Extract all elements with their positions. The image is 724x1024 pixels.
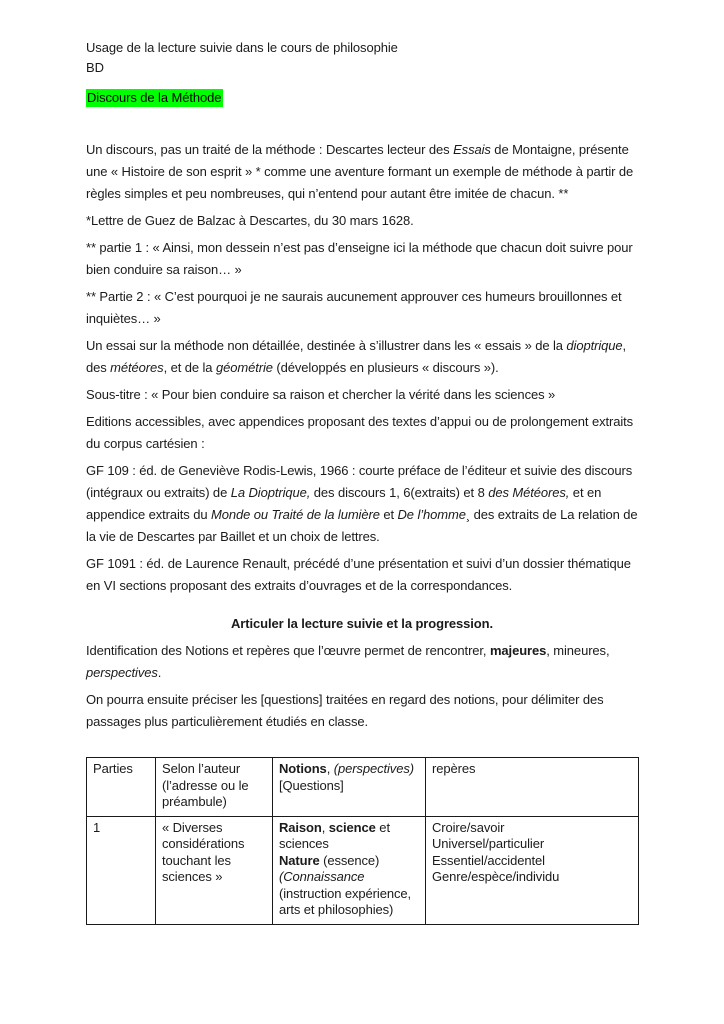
table-cell-notions: Raison, science et sciences Nature (essence) (Connaissance (instruction expérience, arts et philosophies) (273, 816, 426, 924)
paragraph-intro: Un discours, pas un traité de la méthode : Descartes lecteur des Essais de Montaigne, présente une « Histoire de son esprit » * comme une aventure formant un exemple de méthode à partir de règles simples et peu nombreuses, qui n’entend pour autant être imitée de chacun. ** (86, 142, 634, 201)
paragraph-gf1091: GF 1091 : éd. de Laurence Renault, précédé d’une présentation et suivi d’un dossier thématique en VI sections proposant des extraits d’ouvrages et de la correspondances. (86, 556, 631, 593)
table-header-cell-selon-auteur: Selon l’auteur (l’adresse ou le préambule) (156, 758, 273, 817)
doc-header-line-2: BD (86, 60, 104, 75)
section-heading-articuler: Articuler la lecture suivie et la progression. (231, 616, 493, 631)
paragraph-questions: On pourra ensuite préciser les [questions] traitées en regard des notions, pour délimiter des passages plus particulièrement étudiés en classe. (86, 692, 604, 729)
paragraph-editions: Editions accessibles, avec appendices proposant des textes d’appui ou de prolongement extraits du corpus cartésien : (86, 414, 634, 451)
table-header-row (87, 758, 639, 817)
highlighted-title: Discours de la Méthode (87, 90, 222, 105)
paragraph-essai: Un essai sur la méthode non détaillée, destinée à s’illustrer dans les « essais » de la dioptrique, des météores, et de la géométrie (développés en plusieurs « discours »). (86, 338, 627, 375)
table-cell-partie-number: 1 (87, 816, 156, 924)
doc-header-line-1: Usage de la lecture suivie dans le cours de philosophie (86, 40, 398, 55)
table-header-cell-parties: Parties (87, 758, 156, 817)
highlighted-title-line (86, 87, 638, 109)
paragraph-lettre-note: *Lettre de Guez de Balzac à Descartes, du 30 mars 1628. (86, 213, 414, 228)
table-header-cell-reperes: repères (426, 758, 639, 817)
paragraph-gf109: GF 109 : éd. de Geneviève Rodis-Lewis, 1966 : courte préface de l’éditeur et suivie des discours (intégraux ou extraits) de La Dioptrique, des discours 1, 6(extraits) et 8 des Météores, et en appendice extraits du Monde ou Traité de la lumière et De l’homme¸ des extraits de La relation de la vie de Descartes par Baillet et un choix de lettres. (86, 463, 638, 544)
notions-table (86, 757, 639, 925)
table-row-partie-1 (87, 816, 639, 924)
table-cell-selon-auteur: « Diverses considérations touchant les sciences » (156, 816, 273, 924)
table-cell-reperes: Croire/savoir Universel/particulier Essentiel/accidentel Genre/espèce/individu (426, 816, 639, 924)
paragraph-identification: Identification des Notions et repères que l’œuvre permet de rencontrer, majeures, mineures, perspectives. (86, 643, 610, 680)
paragraph-partie2-note: ** Partie 2 : « C’est pourquoi je ne saurais aucunement approuver ces humeurs brouillonnes et inquiètes… » (86, 289, 622, 326)
table-header-cell-notions: Notions, (perspectives) [Questions] (273, 758, 426, 817)
paragraph-sous-titre: Sous-titre : « Pour bien conduire sa raison et chercher la vérité dans les sciences » (86, 387, 556, 402)
paragraph-partie1-note: ** partie 1 : « Ainsi, mon dessein n’est pas d’enseigne ici la méthode que chacun doit suivre pour bien conduire sa raison… » (86, 240, 633, 277)
